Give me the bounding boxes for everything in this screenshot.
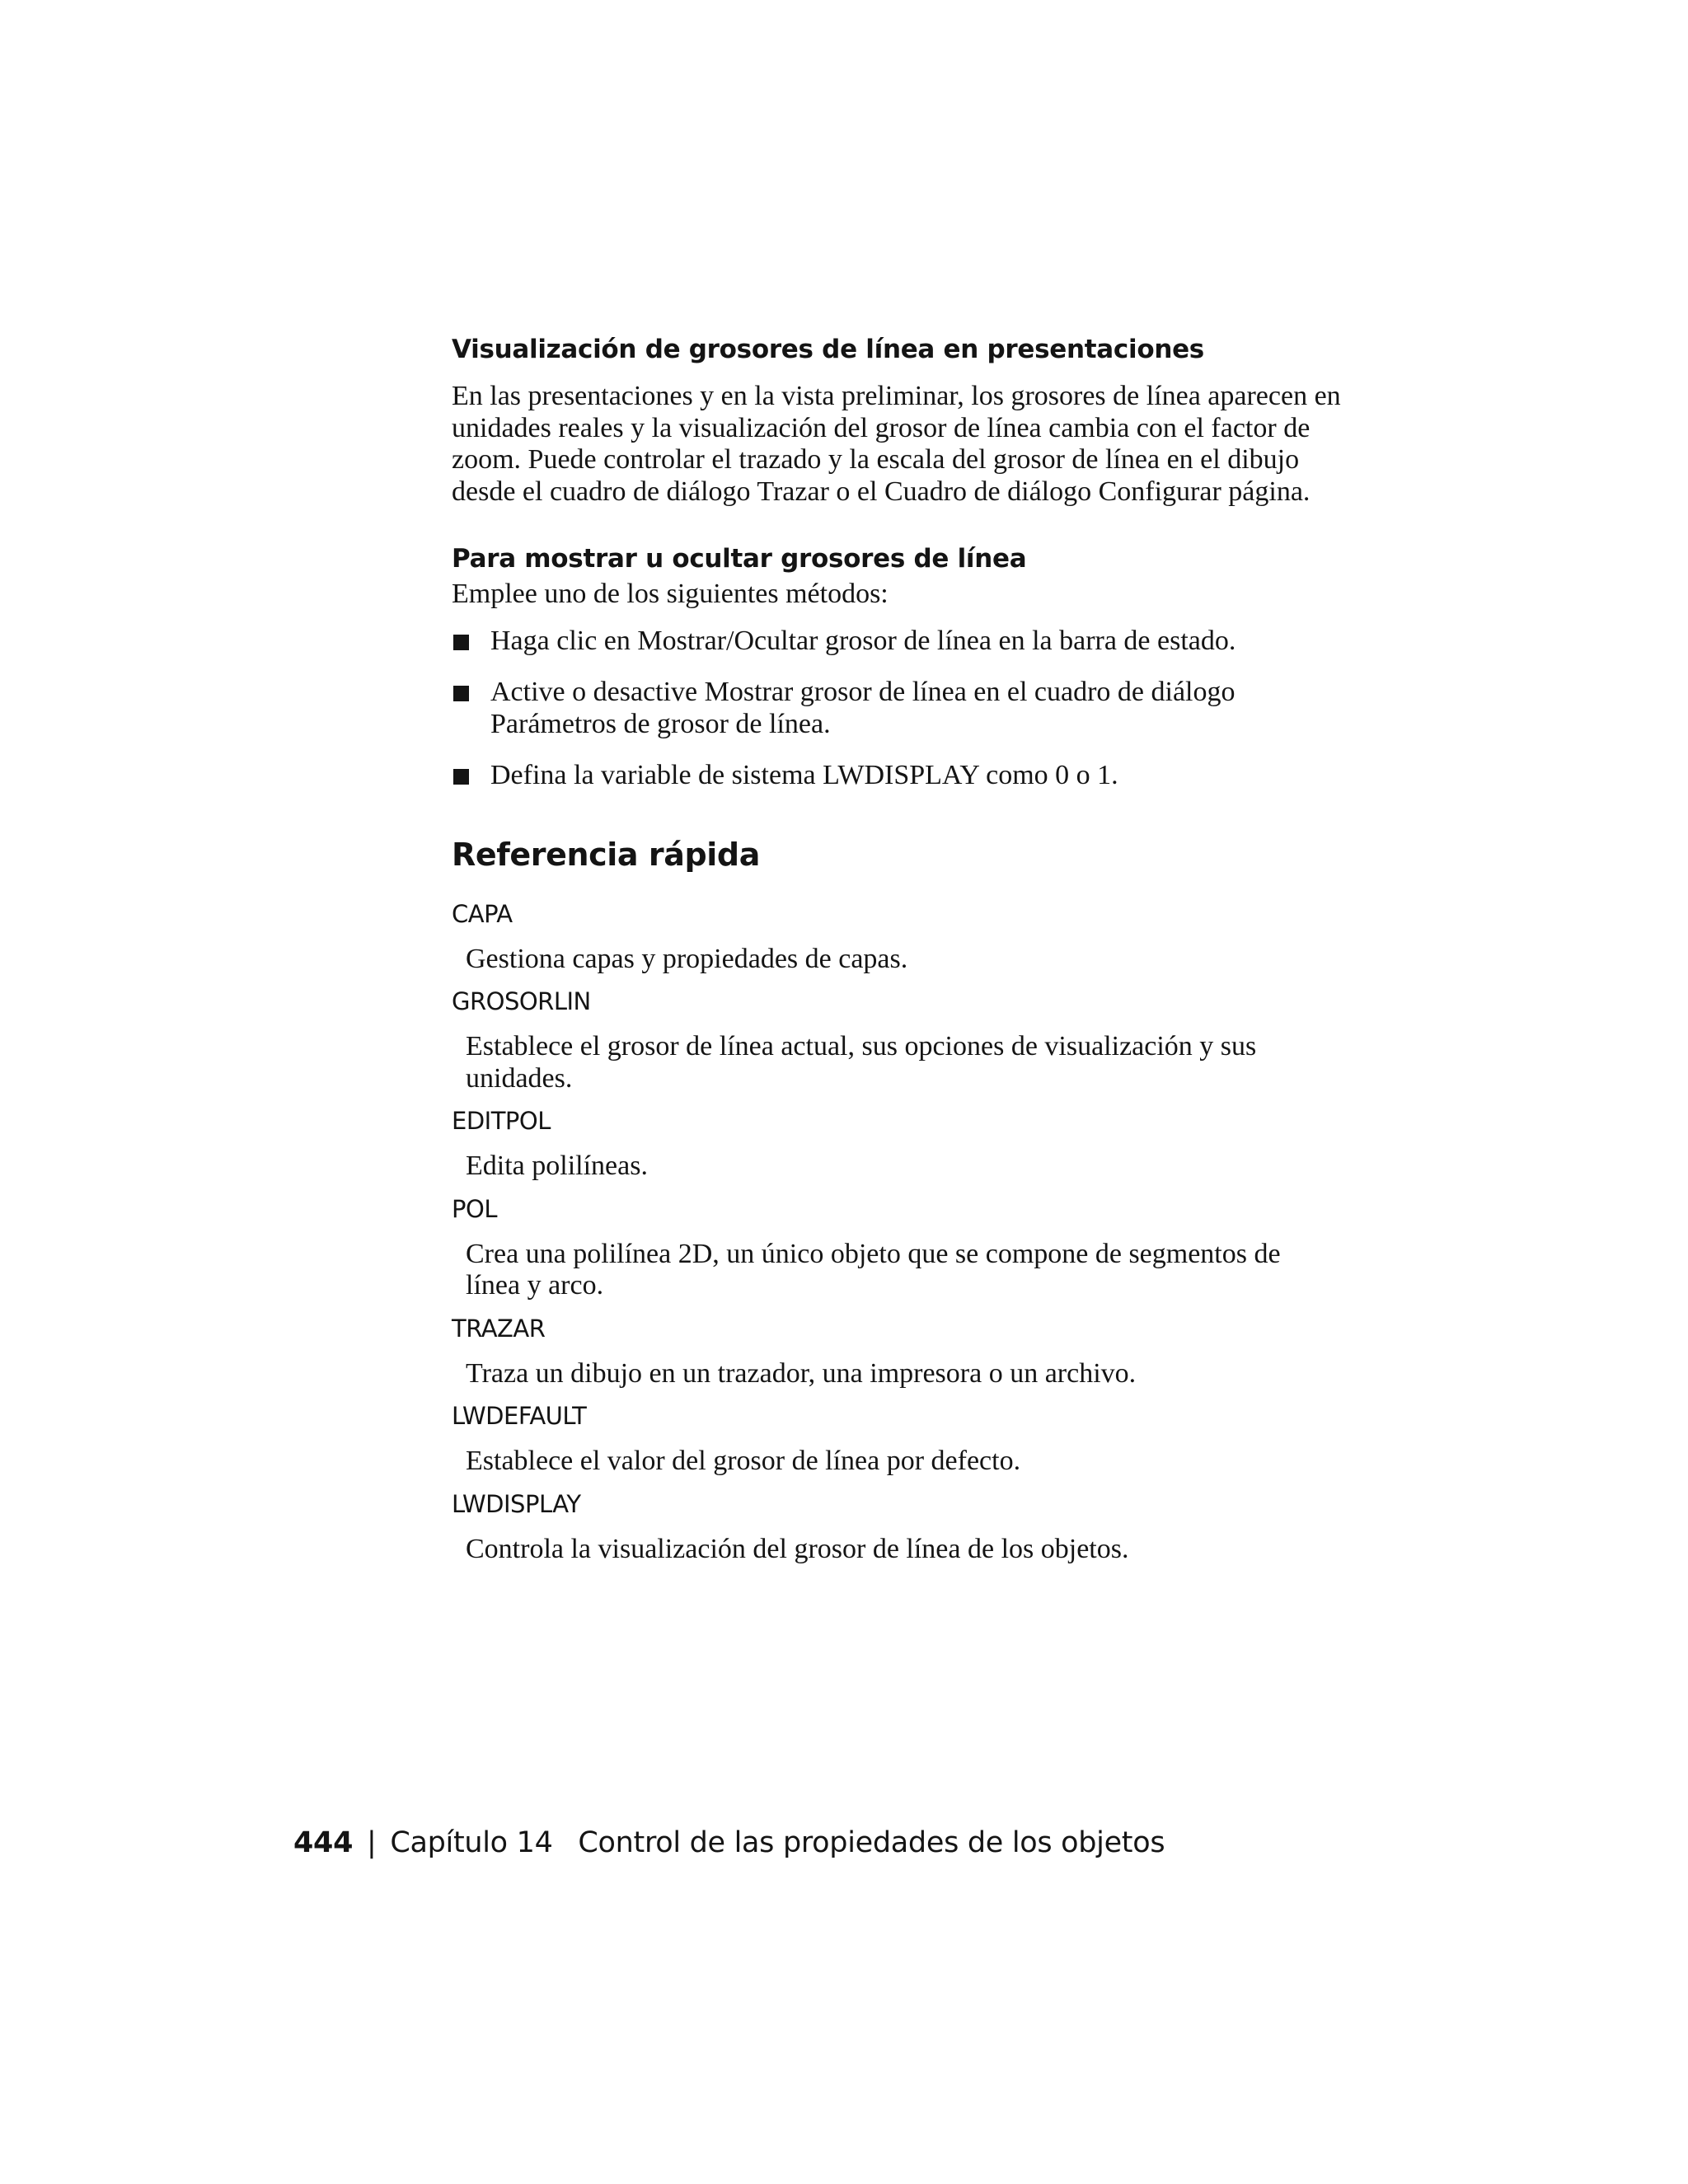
procedure-lead: Emplee uno de los siguientes métodos: (452, 579, 889, 609)
chapter-title: Control de las propiedades de los objetos (578, 1826, 1165, 1859)
intro-paragraph: En las presentaciones y en la vista preliminar, los grosores de línea aparecen en unidades reales y la visualización del grosor de línea cambia con el factor de zoom. Puede controlar el trazado y la escala del grosor de línea en el dibujo desde el cuadro de diálogo Trazar o el Cuadro de diálogo Configurar página. (452, 381, 1341, 507)
reference-description: Traza un dibujo en un trazador, una impresora o un archivo. (466, 1357, 1137, 1389)
reference-description: Establece el grosor de línea actual, sus opciones de visualización y sus unidades. (466, 1031, 1257, 1094)
bullet-item (452, 760, 1342, 792)
reference-description: Establece el valor del grosor de línea por defecto. (466, 1446, 1021, 1476)
reference-description: Controla la visualización del grosor de línea de los objetos. (466, 1533, 1129, 1564)
bullet-item (452, 626, 1342, 658)
bullet-square-icon (453, 635, 469, 650)
reference-term: POL (452, 1194, 497, 1223)
bullet-square-icon (453, 769, 469, 785)
quick-reference-heading: Referencia rápida (452, 836, 760, 873)
reference-description: Crea una polilínea 2D, un único objeto que se compone de segmentos de línea y arco. (466, 1238, 1281, 1301)
bullet-square-icon (453, 686, 469, 701)
bullet-text: Active o desactive Mostrar grosor de línea en el cuadro de diálogo Parámetros de grosor de línea. (490, 677, 1236, 739)
reference-term: LWDEFAULT (452, 1402, 587, 1430)
intro-heading: Visualización de grosores de línea en presentaciones (452, 335, 1204, 364)
reference-term: EDITPOL (452, 1107, 551, 1135)
procedure-bullet-list (452, 626, 1342, 792)
page-number: 444 (293, 1826, 354, 1859)
footer-separator: | (367, 1826, 377, 1859)
bullet-text: Defina la variable de sistema LWDISPLAY como 0 o 1. (490, 760, 1118, 790)
reference-term: TRAZAR (452, 1314, 546, 1343)
page-footer (293, 1825, 1165, 1861)
bullet-item (452, 677, 1342, 740)
reference-description: Edita polilíneas. (466, 1151, 648, 1181)
procedure-heading: Para mostrar u ocultar grosores de línea (452, 544, 1027, 574)
reference-term: CAPA (452, 899, 513, 928)
bullet-text: Haga clic en Mostrar/Ocultar grosor de línea en la barra de estado. (490, 625, 1236, 656)
reference-term: GROSORLIN (452, 987, 591, 1015)
reference-term: LWDISPLAY (452, 1489, 581, 1518)
page-content (452, 333, 1342, 1577)
reference-description: Gestiona capas y propiedades de capas. (466, 943, 908, 974)
quick-reference-list (452, 899, 1342, 1566)
chapter-label: Capítulo 14 (390, 1826, 553, 1859)
